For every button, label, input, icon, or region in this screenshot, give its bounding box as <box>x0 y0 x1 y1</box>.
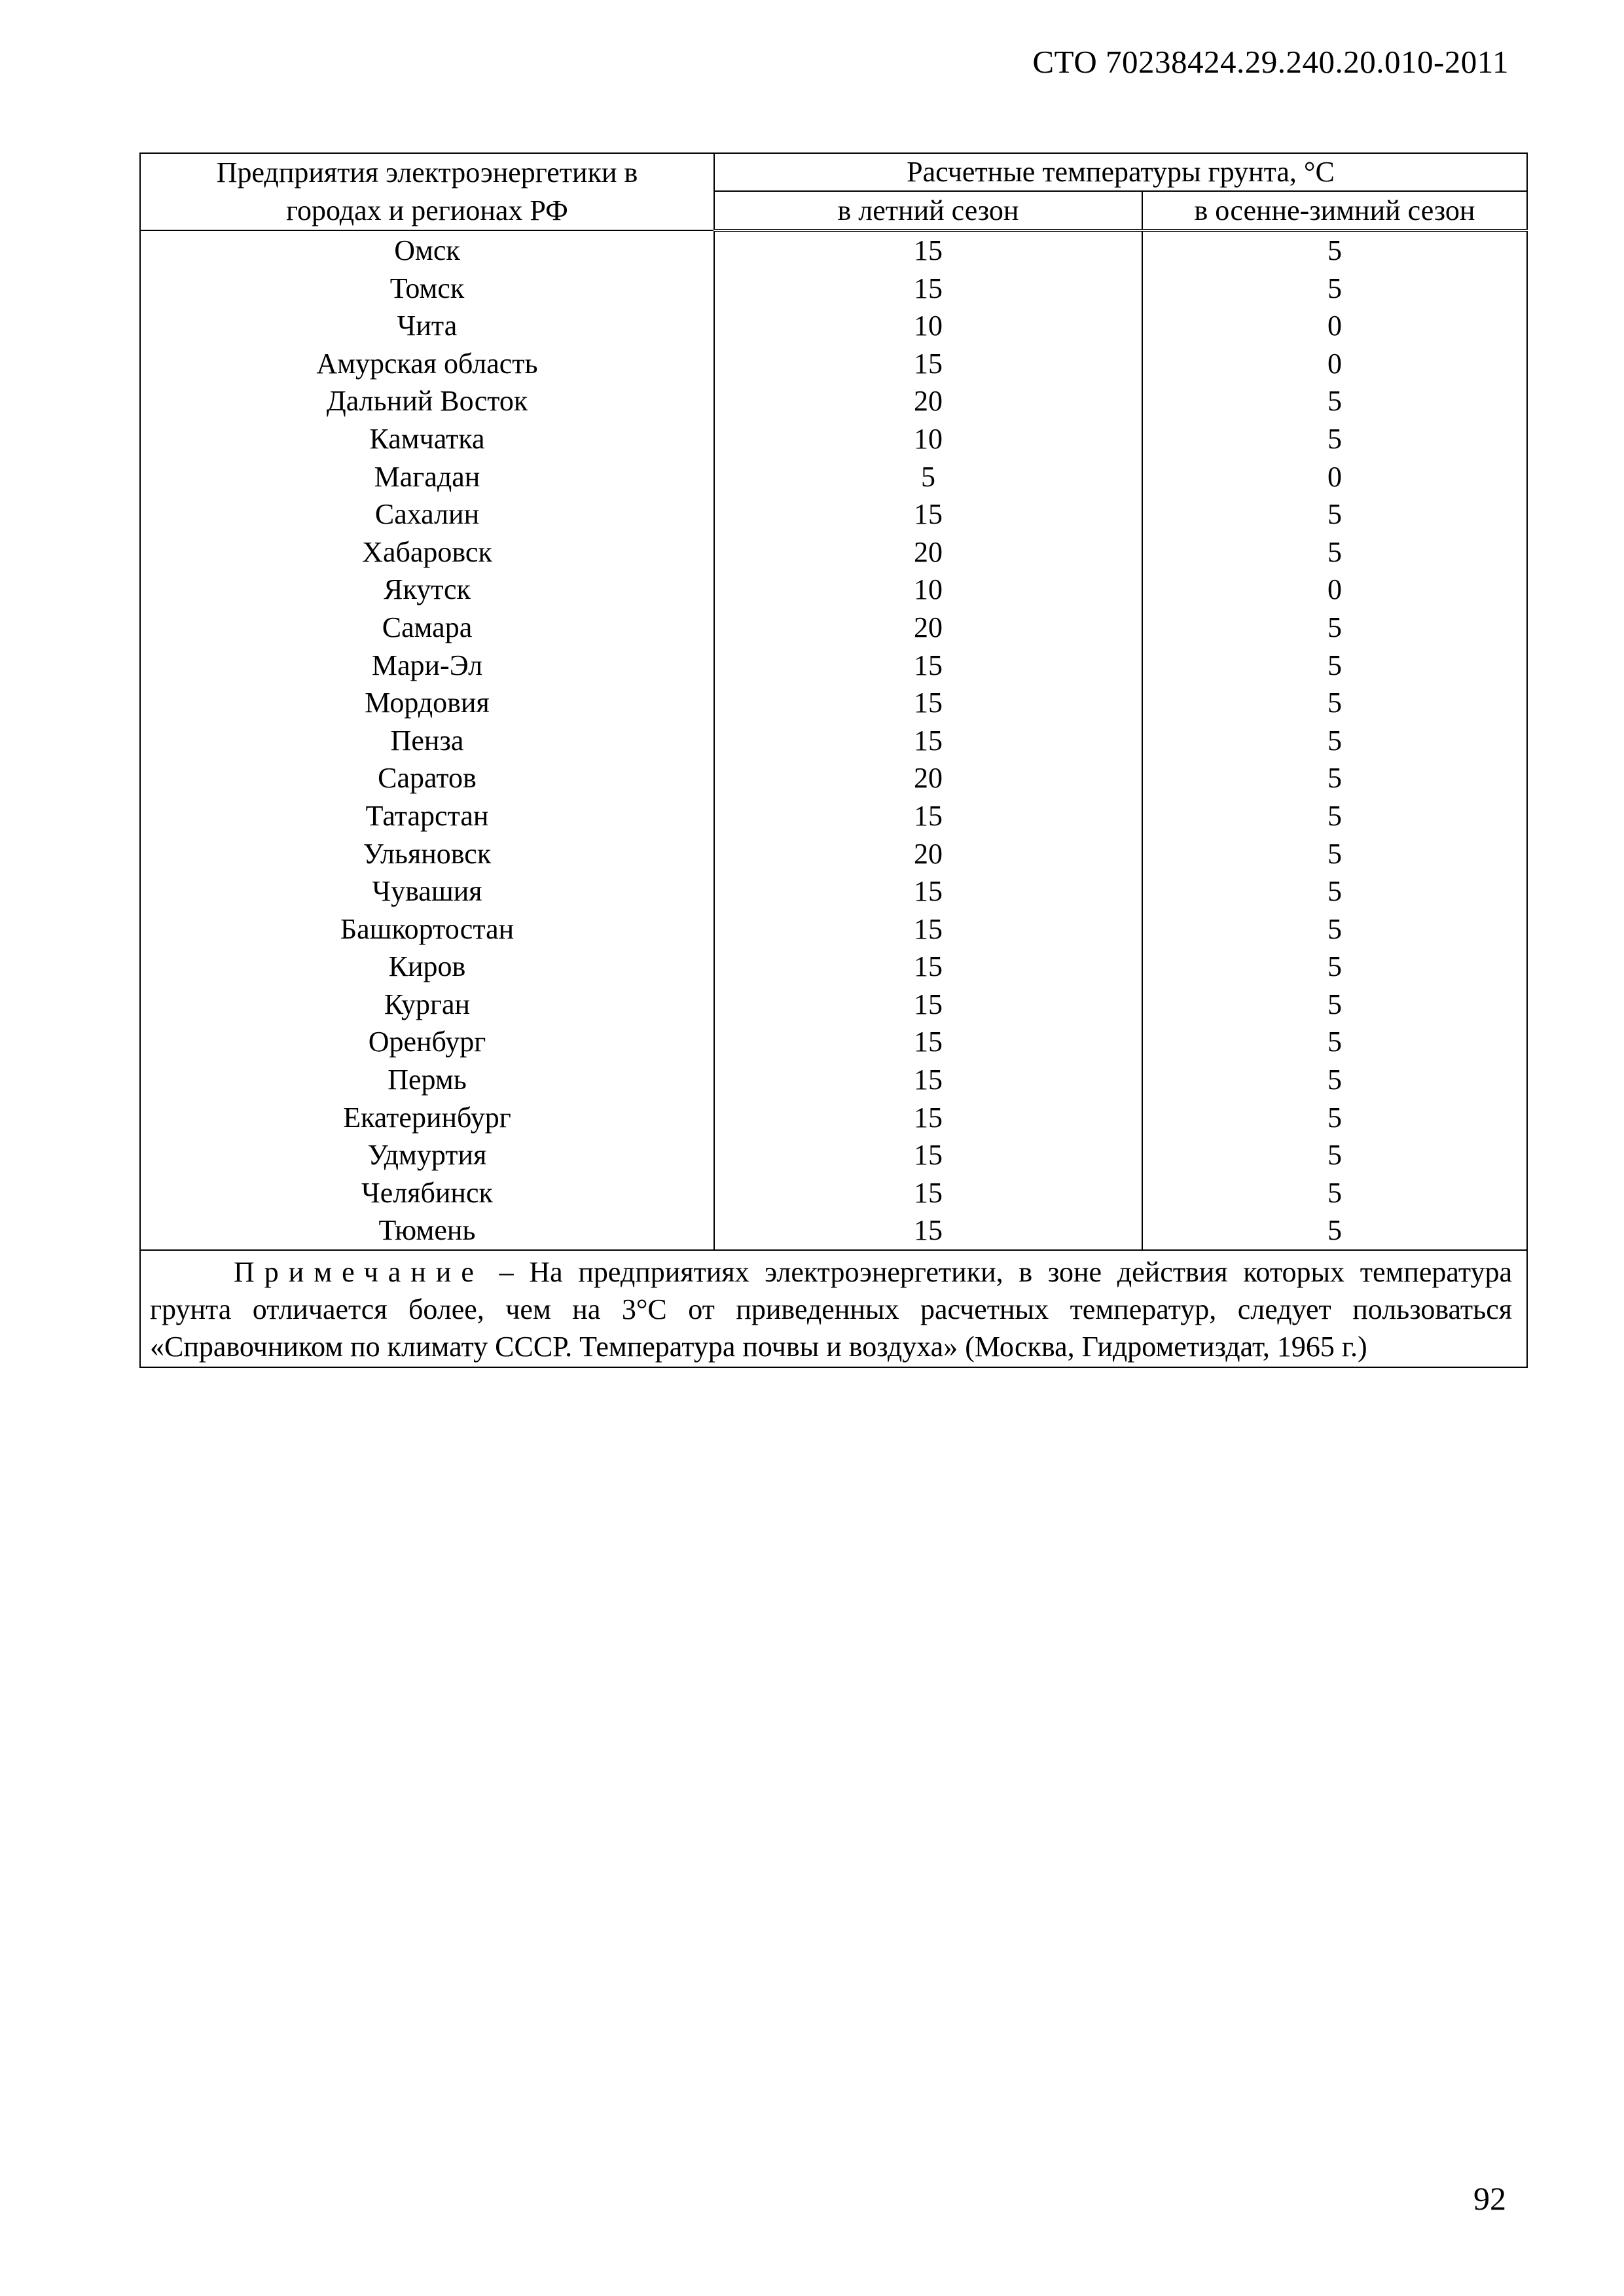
cell-region: Курган <box>140 986 714 1024</box>
cell-summer-temp: 10 <box>714 420 1142 458</box>
cell-summer-temp: 15 <box>714 1061 1142 1099</box>
table-row <box>140 1023 1527 1061</box>
cell-region: Оренбург <box>140 1023 714 1061</box>
cell-region: Самара <box>140 609 714 647</box>
table-row <box>140 722 1527 760</box>
cell-region: Амурская область <box>140 345 714 383</box>
cell-region: Ульяновск <box>140 835 714 873</box>
cell-summer-temp: 20 <box>714 759 1142 797</box>
cell-region: Екатеринбург <box>140 1099 714 1137</box>
table-row <box>140 1174 1527 1212</box>
cell-region: Пермь <box>140 1061 714 1099</box>
table-row <box>140 797 1527 835</box>
column-header-summer: в летний сезон <box>714 191 1142 230</box>
column-header-winter: в осенне-зимний сезон <box>1142 191 1527 230</box>
cell-region: Магадан <box>140 458 714 496</box>
cell-summer-temp: 15 <box>714 684 1142 722</box>
cell-summer-temp: 15 <box>714 797 1142 835</box>
cell-summer-temp: 15 <box>714 910 1142 948</box>
table-row <box>140 230 1527 270</box>
cell-region: Удмуртия <box>140 1136 714 1174</box>
cell-winter-temp: 5 <box>1142 1023 1527 1061</box>
ground-temperature-table <box>139 152 1528 1368</box>
cell-summer-temp: 20 <box>714 835 1142 873</box>
table-row <box>140 872 1527 910</box>
note-lead: Примечание <box>234 1256 484 1289</box>
note-cell <box>140 1250 1527 1367</box>
cell-winter-temp: 5 <box>1142 1174 1527 1212</box>
cell-summer-temp: 15 <box>714 872 1142 910</box>
document-code: СТО 70238424.29.240.20.010-2011 <box>1032 44 1509 80</box>
cell-summer-temp: 15 <box>714 986 1142 1024</box>
cell-winter-temp: 5 <box>1142 1136 1527 1174</box>
cell-region: Хабаровск <box>140 533 714 571</box>
cell-winter-temp: 5 <box>1142 759 1527 797</box>
cell-summer-temp: 20 <box>714 382 1142 420</box>
cell-region: Татарстан <box>140 797 714 835</box>
cell-winter-temp: 5 <box>1142 722 1527 760</box>
cell-winter-temp: 5 <box>1142 420 1527 458</box>
table-row <box>140 307 1527 345</box>
cell-winter-temp: 5 <box>1142 948 1527 986</box>
cell-region: Якутск <box>140 571 714 609</box>
cell-winter-temp: 0 <box>1142 307 1527 345</box>
cell-winter-temp: 5 <box>1142 1211 1527 1250</box>
table-row <box>140 986 1527 1024</box>
cell-region: Дальний Восток <box>140 382 714 420</box>
cell-summer-temp: 15 <box>714 1174 1142 1212</box>
cell-summer-temp: 15 <box>714 1211 1142 1250</box>
table-row <box>140 1099 1527 1137</box>
column-group-header-temperatures: Расчетные температуры грунта, °С <box>714 153 1527 191</box>
cell-summer-temp: 5 <box>714 458 1142 496</box>
cell-summer-temp: 15 <box>714 345 1142 383</box>
cell-region: Томск <box>140 270 714 308</box>
page-number: 92 <box>1473 2180 1506 2217</box>
cell-winter-temp: 5 <box>1142 910 1527 948</box>
cell-winter-temp: 5 <box>1142 533 1527 571</box>
cell-summer-temp: 15 <box>714 722 1142 760</box>
table-row <box>140 910 1527 948</box>
cell-region: Сахалин <box>140 495 714 533</box>
table-row <box>140 533 1527 571</box>
table-row <box>140 571 1527 609</box>
table-row <box>140 759 1527 797</box>
cell-summer-temp: 15 <box>714 1023 1142 1061</box>
cell-winter-temp: 5 <box>1142 495 1527 533</box>
cell-summer-temp: 15 <box>714 1099 1142 1137</box>
cell-summer-temp: 20 <box>714 533 1142 571</box>
table-row <box>140 835 1527 873</box>
cell-summer-temp: 15 <box>714 1136 1142 1174</box>
cell-winter-temp: 5 <box>1142 609 1527 647</box>
table-row <box>140 270 1527 308</box>
cell-summer-temp: 15 <box>714 270 1142 308</box>
cell-winter-temp: 5 <box>1142 986 1527 1024</box>
cell-summer-temp: 15 <box>714 230 1142 270</box>
table-row <box>140 1211 1527 1250</box>
cell-region: Чита <box>140 307 714 345</box>
table-header-row <box>140 153 1527 191</box>
column-header-enterprises-line1: Предприятия электроэнергетики в <box>216 156 638 188</box>
cell-summer-temp: 10 <box>714 307 1142 345</box>
table-row <box>140 684 1527 722</box>
cell-region: Тюмень <box>140 1211 714 1250</box>
note-text: – На предприятиях электроэнергетики, в зоне действия которых температура грунта отличается более, чем на 3°С от приведенных расчетных температур, следует пользоваться «Справочником по климату СССР. Температура почвы и воздуха» (Москва, Гидрометиздат, 1965 г.) <box>150 1256 1512 1363</box>
table-row <box>140 647 1527 685</box>
cell-region: Мари-Эл <box>140 647 714 685</box>
cell-region: Башкортостан <box>140 910 714 948</box>
cell-region: Мордовия <box>140 684 714 722</box>
cell-winter-temp: 5 <box>1142 1099 1527 1137</box>
cell-winter-temp: 0 <box>1142 458 1527 496</box>
cell-summer-temp: 15 <box>714 948 1142 986</box>
table-row <box>140 495 1527 533</box>
cell-region: Камчатка <box>140 420 714 458</box>
cell-summer-temp: 15 <box>714 647 1142 685</box>
cell-winter-temp: 5 <box>1142 872 1527 910</box>
cell-region: Пенза <box>140 722 714 760</box>
table-row <box>140 382 1527 420</box>
cell-region: Чувашия <box>140 872 714 910</box>
table-row <box>140 1061 1527 1099</box>
cell-winter-temp: 5 <box>1142 684 1527 722</box>
cell-winter-temp: 5 <box>1142 797 1527 835</box>
cell-region: Омск <box>140 230 714 270</box>
cell-winter-temp: 5 <box>1142 835 1527 873</box>
table-row <box>140 948 1527 986</box>
table-body <box>140 230 1527 1250</box>
note-row <box>140 1250 1527 1367</box>
cell-region: Челябинск <box>140 1174 714 1212</box>
column-header-enterprises <box>140 153 714 230</box>
cell-summer-temp: 10 <box>714 571 1142 609</box>
table-row <box>140 609 1527 647</box>
column-header-enterprises-line2: городах и регионах РФ <box>286 194 568 226</box>
cell-winter-temp: 5 <box>1142 230 1527 270</box>
cell-winter-temp: 5 <box>1142 1061 1527 1099</box>
table-row <box>140 458 1527 496</box>
table-row <box>140 345 1527 383</box>
cell-winter-temp: 0 <box>1142 571 1527 609</box>
table-row <box>140 420 1527 458</box>
cell-region: Киров <box>140 948 714 986</box>
cell-summer-temp: 15 <box>714 495 1142 533</box>
cell-region: Саратов <box>140 759 714 797</box>
table-row <box>140 1136 1527 1174</box>
cell-winter-temp: 5 <box>1142 647 1527 685</box>
cell-winter-temp: 0 <box>1142 345 1527 383</box>
cell-winter-temp: 5 <box>1142 270 1527 308</box>
cell-winter-temp: 5 <box>1142 382 1527 420</box>
cell-summer-temp: 20 <box>714 609 1142 647</box>
